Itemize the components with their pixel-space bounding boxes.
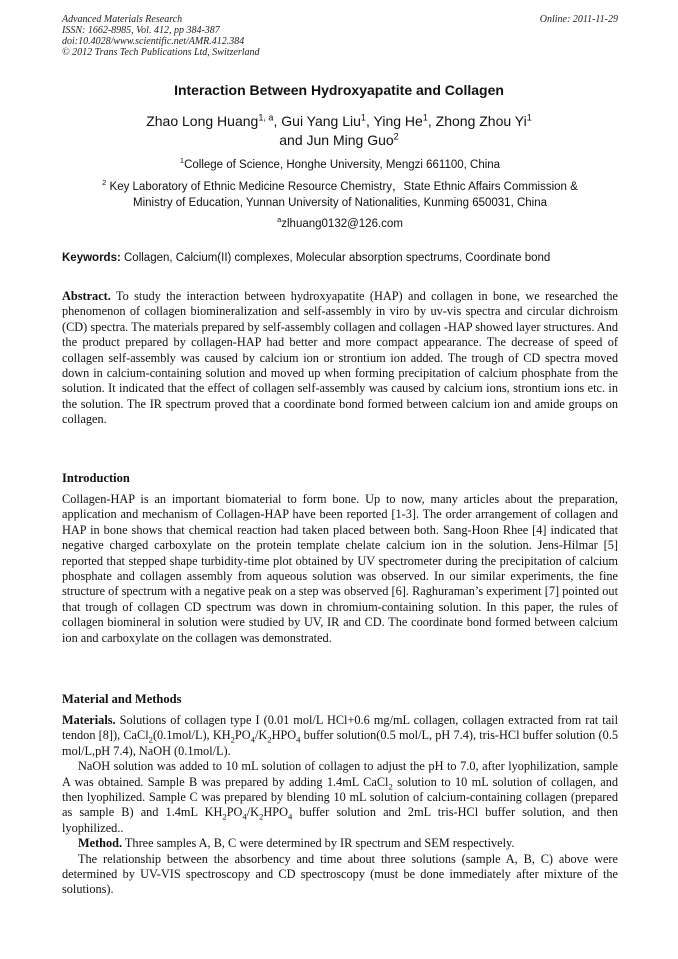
text-run: HPO [263,805,288,820]
text-run: (0.1mol/L), KH [152,728,231,743]
method-paragraph [62,836,618,851]
journal-name: Advanced Materials Research [62,14,183,25]
author-sup: 2 [393,131,399,142]
subscript: 4 [242,811,247,822]
author-sup: 1, a [258,112,274,123]
affiliation-sup: 2 [102,178,107,188]
subscript: 2 [222,811,227,822]
doi-line: doi:10.4028/www.scientific.net/AMR.412.384 [62,36,245,47]
text-run: buffer solution(0.5 mol/L, pH 7.4), tris-HCl buffer solution (0.5 mol/L,pH 7.4), NaOH (0.1mol/L). [62,728,618,758]
text-run: /K [246,805,260,820]
author-sup: 1 [360,112,366,123]
preparation-paragraph [62,759,618,836]
paper-title: Interaction Between Hydroxyapatite and Collagen [174,82,504,98]
affiliation-2 [62,179,618,211]
introduction-heading: Introduction [62,471,130,485]
keywords-text: Collagen, Calcium(II) complexes, Molecular absorption spectrums, Coordinate bond [120,252,551,264]
author-name: and Jun Ming Guo [279,132,394,148]
abstract-label: Abstract. [62,289,111,303]
introduction-paragraph: Collagen-HAP is an important biomaterial to form bone. Up to now, many articles about the preparation, application and mechanism of Collagen-HAP have been reported [1-3]. The order arrangement of collagen and HAP in bone shows that chemical reaction had taken placed between both. Sang-Hoon Rhee [4] indicated that negative charged carboxylate on the protein template chelate calcium ion in the solution. Jens-Hilmar [5] reported that stepped shape turbidity-time plot obtained by UV spectrometer during the precipitation of calcium phosphate and collagen assembly from aqueous solution was observed. In our similar experiments, the fine structure of spectrum with a negative peak on a step was observed [6]. Raghuraman’s experiment [7] pointed out that trough of collagen CD spectrum was down in chromium-containing solution. In this paper, the rules of collagen biomineral in solution were studied by UV, IR and CD. The coordinate bond formed between calcium ion and carboxylate on the collagen was demonstrated. [62,492,618,645]
subscript: 2 [148,734,153,745]
affiliation-sup: 1 [179,156,185,166]
keywords-label: Keywords: [62,252,121,264]
text-run: buffer solution and 2mL tris-HCl buffer solution, and then lyophilized.. [62,805,618,835]
abstract-text: To study the interaction between hydroxyapatite (HAP) and collagen in bone, we researched the phenomenon of collagen biomineralization and self-assembly in viro by uv-vis spectra and circular dichroism (CD) spectra. The materials prepared by self-assembly collagen and collagen -HAP showed layer structures. And the product prepared by collagen-HAP had better and more compact appearance. The decrease of speed of collagen self-assembly was caused by calcium ion or strontium ion added. The trough of CD spectra moved down in calcium-containing solution and moved up when forming precipitation of calcium phosphate from the solution. It indicated that the effect of collagen self-assembly was caused by calcium ions, strontium ions etc. in the solution. The IR spectrum proved that a coordinate bond formed between calcium ion and amide groups on collagen. [62,289,618,427]
subscript: 4 [296,734,301,745]
journal-header [62,14,618,58]
materials-label: Materials. [62,713,116,727]
online-date: Online: 2011-11-29 [539,14,618,25]
keywords [62,252,618,264]
subscript: 2 [259,811,264,822]
author-name: , Gui Yang Liu [273,113,361,129]
introduction-body [62,492,618,646]
text-run: NaOH solution was added to 10 mL solution of collagen to adjust the pH to 7.0, after lyophilization, sample A was obtained. Sample B was prepared by adding 1.4mL CaCl [62,759,618,789]
author-sup: 1 [422,112,428,123]
abstract [62,289,618,428]
copyright-line: © 2012 Trans Tech Publications Ltd, Switzerland [62,47,260,58]
text-run: HPO [271,728,297,743]
method-label: Method. [78,836,123,851]
author-sup: 1 [526,112,532,123]
email-line [62,216,618,232]
text-run: PO [234,728,251,743]
affiliation-text: College of Science, Honghe University, Mengzi 661100, China [184,159,501,171]
text-run: PO [226,805,243,820]
text-run: /K [254,728,268,743]
author-name: Zhao Long Huang [146,113,259,129]
methods-body [62,713,618,898]
subscript: 4 [250,734,255,745]
methods-heading: Material and Methods [62,692,182,706]
subscript: 2 [230,734,235,745]
email-address: zlhuang0132@126.com [281,218,403,230]
affiliation-text: Ministry of Education, Yunnan University of Nationalities, Kunming 650031, China [132,197,548,209]
email-sup: a [277,215,282,225]
text-run: solution to 10 mL solution of collagen, and then lyophilized. Sample C was prepared by blending 10 mL solution of calcium-containing collagen (prepared as sample B) and 1.4mL KH [62,774,618,820]
text-run: Solutions of collagen type I (0.01 mol/L HCl+0.6 mg/mL collagen, collagen extracted from rat tail tendon [8]), CaCl [62,713,618,743]
materials-paragraph [62,713,618,759]
author-name: , Zhong Zhou Yi [427,113,527,129]
issn-line: ISSN: 1662-8985, Vol. 412, pp 384-387 [62,25,220,36]
affiliation-text: Key Laboratory of Ethnic Medicine Resource Chemistry，State Ethnic Affairs Commission & [106,181,578,193]
text-run: Three samples A, B, C were determined by IR spectrum and SEM respectively. [122,836,515,851]
subscript: 2 [267,734,272,745]
author-name: , Ying He [365,113,423,129]
affiliation-1 [62,157,618,173]
subscript: 4 [288,811,293,822]
subscript: 2 [388,781,393,792]
uv-cd-paragraph: The relationship between the absorbency and time about three solutions (sample A, B, C) above were determined by UV-VIS spectroscopy and CD spectroscopy (must be done immediately after mixture of the solutions). [62,851,618,897]
author-list [0,112,678,150]
